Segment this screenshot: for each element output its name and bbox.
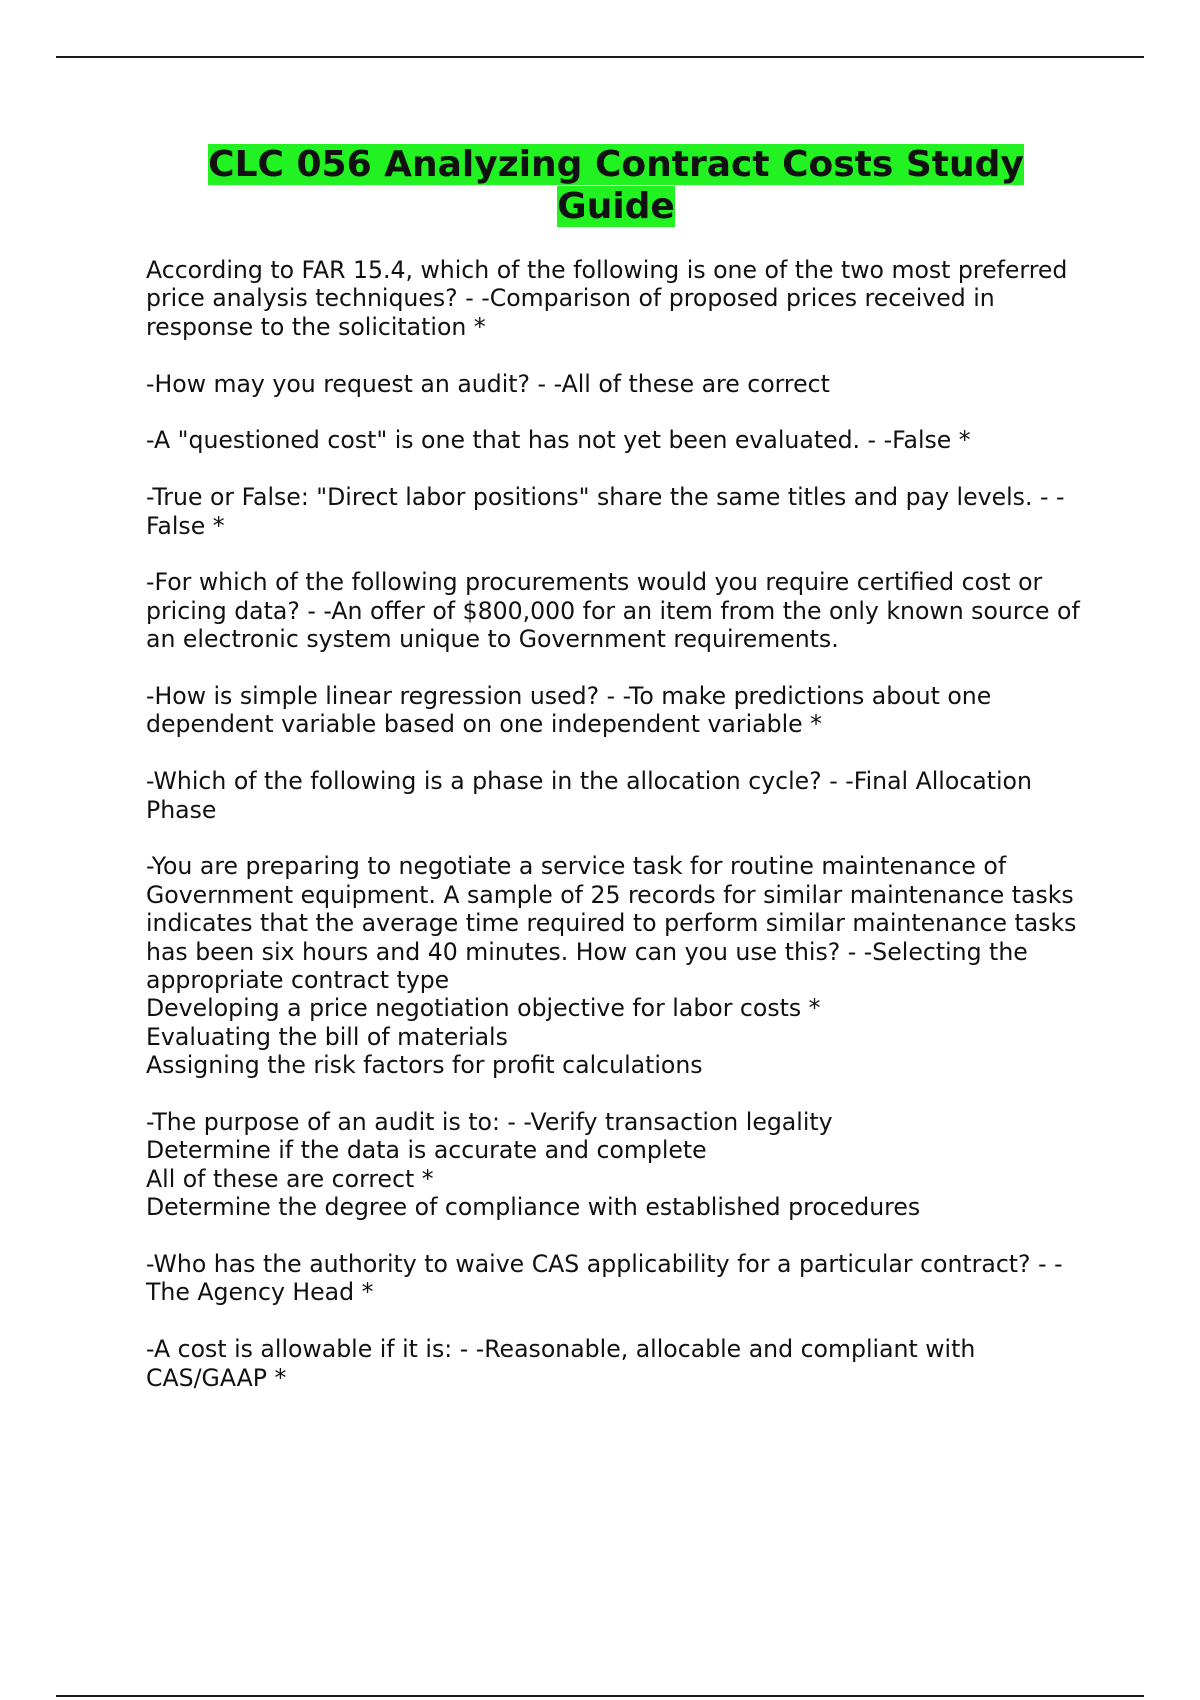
- qa-entry: -Who has the authority to waive CAS applicability for a particular contract? - -The Agency Head *: [146, 1250, 1063, 1307]
- bottom-rule: [56, 1695, 1144, 1697]
- qa-entry: -For which of the following procurements would you require certified cost or pricing data? - -An offer of $800,000 for an item from the only known source of an electronic system unique to Government requirements.: [146, 568, 1080, 654]
- qa-entry: -The purpose of an audit is to: - -Verify transaction legality Determine if the data is accurate and complete All of these are correct * Determine the degree of compliance with established procedures: [146, 1108, 921, 1222]
- qa-entry: -How may you request an audit? - -All of these are correct: [146, 369, 830, 398]
- document-title-block: [146, 144, 1086, 228]
- qa-entry: -Which of the following is a phase in the allocation cycle? - -Final Allocation Phase: [146, 767, 1032, 824]
- qa-entry: -A "questioned cost" is one that has not yet been evaluated. - -False *: [146, 426, 971, 455]
- qa-entry: -You are preparing to negotiate a service task for routine maintenance of Government equipment. A sample of 25 records for similar maintenance tasks indicates that the average time required to perform similar maintenance tasks has been six hours and 40 minutes. How can you use this? - -Selecting the appropriate contract type Developing a price negotiation objective for labor costs * Evaluating the bill of materials Assigning the risk factors for profit calculations: [146, 852, 1077, 1080]
- top-rule: [56, 56, 1144, 58]
- document-title: CLC 056 Analyzing Contract Costs Study Guide: [208, 144, 1024, 227]
- qa-entry: According to FAR 15.4, which of the following is one of the two most preferred price analysis techniques? - -Comparison of proposed prices received in response to the solicitation *: [146, 256, 1068, 341]
- qa-entry: -How is simple linear regression used? - -To make predictions about one dependent variable based on one independent variable *: [146, 682, 992, 739]
- document-body: [146, 256, 1092, 1420]
- qa-entry: -True or False: "Direct labor positions" share the same titles and pay levels. - -False *: [146, 483, 1065, 540]
- qa-entry: -A cost is allowable if it is: - -Reasonable, allocable and compliant with CAS/GAAP *: [146, 1335, 976, 1392]
